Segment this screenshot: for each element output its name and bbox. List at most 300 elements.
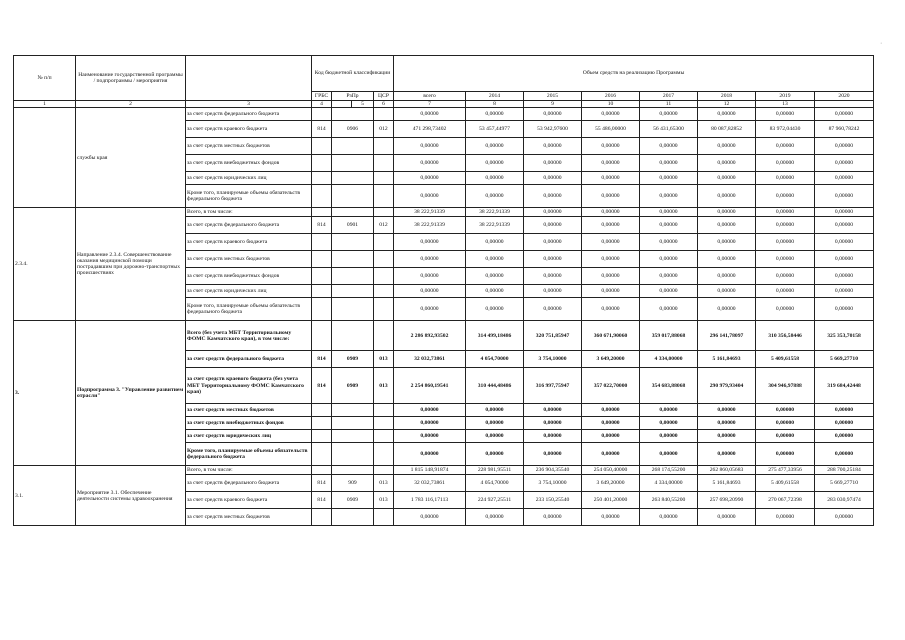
row-year-value: 0,00000 <box>698 108 756 121</box>
row-grbs <box>312 285 332 298</box>
row-year-value: 0,00000 <box>524 208 582 217</box>
row-source: за счет средств краевого бюджета (без учета МБТ Территориальному ФОМС Камчатского края) <box>186 368 312 404</box>
row-year-value: 0,00000 <box>524 172 582 185</box>
row-source: за счет средств местных бюджетов <box>186 404 312 417</box>
row-year-value: 0,00000 <box>582 217 640 234</box>
row-year-value: 0,00000 <box>640 298 698 321</box>
row-year-value: 80 087,82852 <box>698 121 756 138</box>
row-rzpr <box>332 430 374 443</box>
row-grbs: 814 <box>312 217 332 234</box>
row-grbs <box>312 321 332 351</box>
row-year-value: 0,00000 <box>815 430 874 443</box>
row-year-value: 0,00000 <box>466 430 524 443</box>
table-body <box>14 108 874 526</box>
row-total: 0,00000 <box>394 404 466 417</box>
row-year-value: 5 669,27710 <box>815 351 874 368</box>
row-year-value: 4 054,70000 <box>466 351 524 368</box>
row-csr <box>374 208 394 217</box>
row-year-value: 283 030,97474 <box>815 492 874 509</box>
table-row <box>14 208 874 217</box>
row-csr <box>374 417 394 430</box>
row-grbs <box>312 298 332 321</box>
row-grbs <box>312 404 332 417</box>
row-csr <box>374 430 394 443</box>
header-year-2015: 2015 <box>524 92 582 101</box>
row-year-value: 0,00000 <box>698 172 756 185</box>
row-year-value: 0,00000 <box>698 298 756 321</box>
row-year-value: 270 067,72398 <box>756 492 815 509</box>
row-year-value: 0,00000 <box>582 443 640 466</box>
row-grbs <box>312 208 332 217</box>
row-year-value: 0,00000 <box>524 298 582 321</box>
row-rzpr: 0901 <box>332 217 374 234</box>
row-year-value: 0,00000 <box>756 108 815 121</box>
row-source: за счет средств федерального бюджета <box>186 108 312 121</box>
row-year-value: 0,00000 <box>815 217 874 234</box>
row-year-value: 304 946,97888 <box>756 368 815 404</box>
row-source: Кроме того, планируемые объемы обязательств федерального бюджета <box>186 443 312 466</box>
colnum-1: 1 <box>14 101 76 108</box>
colnum-7: 7 <box>394 101 466 108</box>
row-year-value: 38 222,91339 <box>466 208 524 217</box>
row-year-value: 5 409,61558 <box>756 351 815 368</box>
row-year-value: 0,00000 <box>756 417 815 430</box>
header-year-2016: 2016 <box>582 92 640 101</box>
header-blank <box>186 56 312 101</box>
table-row <box>14 466 874 475</box>
colnum-4: 4 <box>312 101 332 108</box>
header-row-main <box>14 56 874 92</box>
row-year-value: 0,00000 <box>582 138 640 155</box>
row-rzpr <box>332 208 374 217</box>
header-csr: ЦСР <box>374 92 394 101</box>
row-year-value: 310 444,48486 <box>466 368 524 404</box>
row-year-value: 236 904,35540 <box>524 466 582 475</box>
row-year-value: 316 997,75947 <box>524 368 582 404</box>
row-year-value: 0,00000 <box>582 430 640 443</box>
header-name: Наименование государственной программы / подпрограммы / мероприятия <box>76 56 186 101</box>
row-year-value: 0,00000 <box>582 172 640 185</box>
row-year-value: 0,00000 <box>698 208 756 217</box>
row-csr: 013 <box>374 475 394 492</box>
row-rzpr: 0909 <box>332 492 374 509</box>
row-year-value: 0,00000 <box>756 509 815 526</box>
row-year-value: 0,00000 <box>815 417 874 430</box>
row-year-value: 0,00000 <box>524 155 582 172</box>
row-rzpr <box>332 417 374 430</box>
row-rzpr <box>332 138 374 155</box>
row-grbs <box>312 417 332 430</box>
row-year-value: 5 161,84693 <box>698 351 756 368</box>
row-source: за счет средств юридических лиц <box>186 430 312 443</box>
header-grbs: ГРБС <box>312 92 332 101</box>
row-name: Подпрограмма 3. "Управление развитием отрасли" <box>76 321 186 466</box>
row-source: за счет средств краевого бюджета <box>186 234 312 251</box>
row-year-value: 0,00000 <box>466 138 524 155</box>
colnum-3: 3 <box>186 101 312 108</box>
row-year-value: 0,00000 <box>698 217 756 234</box>
row-total: 32 032,73861 <box>394 351 466 368</box>
row-csr: 012 <box>374 217 394 234</box>
row-total: 1 815 148,91874 <box>394 466 466 475</box>
row-year-value: 359 017,88068 <box>640 321 698 351</box>
row-csr <box>374 185 394 208</box>
row-year-value: 0,00000 <box>466 417 524 430</box>
row-total: 0,00000 <box>394 251 466 268</box>
row-year-value: 0,00000 <box>466 268 524 285</box>
row-year-value: 0,00000 <box>524 108 582 121</box>
row-total: 38 222,91339 <box>394 217 466 234</box>
row-year-value: 0,00000 <box>756 251 815 268</box>
row-year-value: 357 022,70000 <box>582 368 640 404</box>
row-year-value: 354 683,88068 <box>640 368 698 404</box>
row-year-value: 296 141,78097 <box>698 321 756 351</box>
row-total: 0,00000 <box>394 268 466 285</box>
row-rzpr <box>332 321 374 351</box>
row-source: за счет средств юридических лиц <box>186 172 312 185</box>
row-grbs <box>312 138 332 155</box>
row-rzpr <box>332 285 374 298</box>
colnum-13: 13 <box>756 101 815 108</box>
row-year-value: 0,00000 <box>582 417 640 430</box>
row-total: 0,00000 <box>394 155 466 172</box>
row-year-value: 56 431,65300 <box>640 121 698 138</box>
row-number <box>14 108 76 208</box>
row-year-value: 3 649,20000 <box>582 475 640 492</box>
row-year-value: 0,00000 <box>466 443 524 466</box>
row-year-value: 0,00000 <box>582 155 640 172</box>
row-grbs: 814 <box>312 121 332 138</box>
row-year-value: 0,00000 <box>815 138 874 155</box>
row-name: службы края <box>76 108 186 208</box>
row-year-value: 0,00000 <box>524 404 582 417</box>
header-rzpr: РзПр <box>332 92 374 101</box>
row-rzpr <box>332 251 374 268</box>
row-csr <box>374 172 394 185</box>
row-year-value: 5 161,84693 <box>698 475 756 492</box>
row-source: за счет средств юридических лиц <box>186 285 312 298</box>
row-year-value: 0,00000 <box>640 234 698 251</box>
row-year-value: 0,00000 <box>698 251 756 268</box>
row-year-value: 310 356,58446 <box>756 321 815 351</box>
row-rzpr <box>332 268 374 285</box>
row-grbs: 814 <box>312 368 332 404</box>
row-year-value: 0,00000 <box>524 268 582 285</box>
row-year-value: 314 499,18486 <box>466 321 524 351</box>
row-year-value: 268 174,55200 <box>640 466 698 475</box>
row-source: за счет средств федерального бюджета <box>186 475 312 492</box>
row-year-value: 0,00000 <box>640 430 698 443</box>
header-year-2018: 2018 <box>698 92 756 101</box>
colnum-6: 6 <box>374 101 394 108</box>
row-rzpr: 0906 <box>332 121 374 138</box>
row-year-value: 262 860,05683 <box>698 466 756 475</box>
row-year-value: 55 486,00000 <box>582 121 640 138</box>
row-year-value: 360 671,90060 <box>582 321 640 351</box>
row-year-value: 83 972,04430 <box>756 121 815 138</box>
row-total: 32 032,73861 <box>394 475 466 492</box>
row-year-value: 0,00000 <box>466 298 524 321</box>
row-year-value: 0,00000 <box>582 251 640 268</box>
colnum-8: 8 <box>466 101 524 108</box>
row-year-value: 0,00000 <box>640 138 698 155</box>
row-rzpr <box>332 185 374 208</box>
row-year-value: 0,00000 <box>466 108 524 121</box>
row-rzpr <box>332 155 374 172</box>
row-total: 1 783 116,17113 <box>394 492 466 509</box>
row-year-value: 0,00000 <box>524 430 582 443</box>
row-year-value: 5 409,61558 <box>756 475 815 492</box>
row-year-value: 87 960,78242 <box>815 121 874 138</box>
row-year-value: 3 649,20000 <box>582 351 640 368</box>
row-source: за счет средств местных бюджетов <box>186 138 312 155</box>
row-year-value: 325 353,70158 <box>815 321 874 351</box>
row-total: 0,00000 <box>394 298 466 321</box>
row-year-value: 0,00000 <box>756 430 815 443</box>
row-source: за счет средств краевого бюджета <box>186 121 312 138</box>
row-year-value: 0,00000 <box>815 509 874 526</box>
row-grbs <box>312 251 332 268</box>
row-year-value: 38 222,91339 <box>466 217 524 234</box>
row-source: за счет средств внебюджетных фондов <box>186 268 312 285</box>
table-row <box>14 321 874 351</box>
row-csr: 013 <box>374 351 394 368</box>
row-total: 2 286 892,93502 <box>394 321 466 351</box>
row-grbs <box>312 172 332 185</box>
row-name: Мероприятие 3.1. Обеспечение деятельности системы здравоохранения <box>76 466 186 526</box>
row-grbs <box>312 108 332 121</box>
row-year-value: 0,00000 <box>524 138 582 155</box>
row-rzpr <box>332 466 374 475</box>
header-year-2017: 2017 <box>640 92 698 101</box>
row-year-value: 0,00000 <box>524 251 582 268</box>
row-grbs <box>312 185 332 208</box>
row-year-value: 0,00000 <box>524 234 582 251</box>
row-year-value: 0,00000 <box>524 417 582 430</box>
row-year-value: 0,00000 <box>756 298 815 321</box>
row-year-value: 224 927,25511 <box>466 492 524 509</box>
row-year-value: 0,00000 <box>698 404 756 417</box>
row-csr <box>374 404 394 417</box>
row-year-value: 0,00000 <box>815 298 874 321</box>
row-csr <box>374 285 394 298</box>
row-source: за счет средств местных бюджетов <box>186 251 312 268</box>
row-grbs <box>312 509 332 526</box>
row-year-value: 0,00000 <box>698 430 756 443</box>
row-csr <box>374 298 394 321</box>
row-csr <box>374 234 394 251</box>
row-year-value: 0,00000 <box>582 268 640 285</box>
row-csr <box>374 466 394 475</box>
row-source: за счет средств федерального бюджета <box>186 217 312 234</box>
row-year-value: 0,00000 <box>524 217 582 234</box>
row-year-value: 0,00000 <box>640 208 698 217</box>
row-year-value: 0,00000 <box>815 172 874 185</box>
row-year-value: 0,00000 <box>466 172 524 185</box>
row-grbs <box>312 443 332 466</box>
row-grbs <box>312 430 332 443</box>
row-year-value: 0,00000 <box>640 217 698 234</box>
row-year-value: 0,00000 <box>756 268 815 285</box>
row-total: 0,00000 <box>394 430 466 443</box>
row-csr <box>374 138 394 155</box>
row-year-value: 0,00000 <box>698 138 756 155</box>
row-number: 3.1. <box>14 466 76 526</box>
row-rzpr <box>332 404 374 417</box>
row-year-value: 3 754,10000 <box>524 475 582 492</box>
row-total: 0,00000 <box>394 509 466 526</box>
row-year-value: 0,00000 <box>582 208 640 217</box>
row-year-value: 0,00000 <box>698 268 756 285</box>
row-year-value: 0,00000 <box>698 509 756 526</box>
row-total: 0,00000 <box>394 138 466 155</box>
row-grbs: 814 <box>312 351 332 368</box>
row-year-value: 0,00000 <box>524 285 582 298</box>
row-year-value: 228 981,95511 <box>466 466 524 475</box>
row-year-value: 0,00000 <box>698 285 756 298</box>
row-rzpr <box>332 298 374 321</box>
row-year-value: 257 698,20990 <box>698 492 756 509</box>
row-year-value: 263 840,55200 <box>640 492 698 509</box>
colnum-blank <box>332 101 352 108</box>
row-year-value: 0,00000 <box>815 251 874 268</box>
row-year-value: 4 054,70000 <box>466 475 524 492</box>
row-rzpr <box>332 509 374 526</box>
row-csr <box>374 509 394 526</box>
row-csr <box>374 251 394 268</box>
row-grbs: 814 <box>312 475 332 492</box>
header-year-2014: 2014 <box>466 92 524 101</box>
row-year-value: 0,00000 <box>640 185 698 208</box>
row-year-value: 0,00000 <box>640 285 698 298</box>
row-year-value: 0,00000 <box>756 285 815 298</box>
row-year-value: 0,00000 <box>640 155 698 172</box>
row-rzpr <box>332 172 374 185</box>
row-year-value: 0,00000 <box>756 208 815 217</box>
row-year-value: 0,00000 <box>756 172 815 185</box>
row-year-value: 0,00000 <box>756 155 815 172</box>
row-year-value: 3 754,10000 <box>524 351 582 368</box>
row-year-value: 0,00000 <box>756 404 815 417</box>
table-row <box>14 108 874 121</box>
row-rzpr <box>332 443 374 466</box>
scan-mark: · <box>880 40 883 47</box>
header-row-numbers <box>14 101 874 108</box>
row-year-value: 0,00000 <box>698 155 756 172</box>
row-source: за счет средств местных бюджетов <box>186 509 312 526</box>
row-rzpr: 0909 <box>332 368 374 404</box>
row-total: 471 298,73402 <box>394 121 466 138</box>
row-csr <box>374 155 394 172</box>
colnum-9: 9 <box>524 101 582 108</box>
row-year-value: 250 401,20000 <box>582 492 640 509</box>
row-year-value: 0,00000 <box>756 217 815 234</box>
row-year-value: 0,00000 <box>582 509 640 526</box>
row-year-value: 0,00000 <box>466 251 524 268</box>
colnum-10: 10 <box>582 101 640 108</box>
row-year-value: 288 700,25184 <box>815 466 874 475</box>
row-total: 0,00000 <box>394 285 466 298</box>
row-total: 0,00000 <box>394 234 466 251</box>
row-year-value: 0,00000 <box>640 404 698 417</box>
row-year-value: 0,00000 <box>640 417 698 430</box>
row-source: Кроме того, планируемые объемы обязательств федерального бюджета <box>186 185 312 208</box>
row-year-value: 53 942,97600 <box>524 121 582 138</box>
row-year-value: 4 334,00000 <box>640 351 698 368</box>
row-source: за счет средств внебюджетных фондов <box>186 417 312 430</box>
row-year-value: 0,00000 <box>582 285 640 298</box>
row-year-value: 0,00000 <box>698 185 756 208</box>
row-source: Всего, в том числе: <box>186 208 312 217</box>
colnum-2: 2 <box>76 101 186 108</box>
row-number: 2.3.4. <box>14 208 76 321</box>
row-grbs <box>312 268 332 285</box>
row-year-value: 0,00000 <box>524 443 582 466</box>
row-csr: 012 <box>374 121 394 138</box>
row-year-value: 4 334,00000 <box>640 475 698 492</box>
row-grbs <box>312 466 332 475</box>
row-source: Всего, в том числе: <box>186 466 312 475</box>
row-year-value: 0,00000 <box>640 172 698 185</box>
row-year-value: 0,00000 <box>466 234 524 251</box>
row-year-value: 0,00000 <box>640 509 698 526</box>
row-total: 0,00000 <box>394 443 466 466</box>
row-year-value: 0,00000 <box>640 108 698 121</box>
row-source: Кроме того, планируемые объемы обязательств федерального бюджета <box>186 298 312 321</box>
row-grbs: 814 <box>312 492 332 509</box>
budget-table <box>13 55 874 526</box>
row-total: 0,00000 <box>394 172 466 185</box>
row-source: Всего (без учета МБТ Территориальному ФОМС Камчатского края), в том числе: <box>186 321 312 351</box>
row-year-value: 0,00000 <box>582 404 640 417</box>
row-source: за счет средств краевого бюджета <box>186 492 312 509</box>
row-csr: 013 <box>374 492 394 509</box>
row-year-value: 0,00000 <box>582 108 640 121</box>
row-year-value: 0,00000 <box>466 285 524 298</box>
header-volume: Объем средств на реализацию Программы <box>394 56 874 92</box>
header-num: № п/п <box>14 56 76 101</box>
colnum-5: 5 <box>352 101 374 108</box>
row-year-value: 53 457,44977 <box>466 121 524 138</box>
header-year-2019: 2019 <box>756 92 815 101</box>
row-year-value: 254 050,40000 <box>582 466 640 475</box>
row-total: 0,00000 <box>394 185 466 208</box>
header-total: всего <box>394 92 466 101</box>
row-rzpr: 0909 <box>332 351 374 368</box>
row-csr <box>374 268 394 285</box>
row-year-value: 0,00000 <box>466 185 524 208</box>
row-csr <box>374 443 394 466</box>
row-rzpr <box>332 108 374 121</box>
row-year-value: 0,00000 <box>524 185 582 208</box>
colnum-11: 11 <box>640 101 698 108</box>
row-year-value: 0,00000 <box>815 285 874 298</box>
row-year-value: 0,00000 <box>582 185 640 208</box>
row-year-value: 0,00000 <box>756 443 815 466</box>
row-year-value: 5 669,27710 <box>815 475 874 492</box>
row-year-value: 0,00000 <box>466 509 524 526</box>
row-total: 38 222,91339 <box>394 208 466 217</box>
header-year-2020: 2020 <box>815 92 874 101</box>
row-rzpr: 909 <box>332 475 374 492</box>
row-year-value: 0,00000 <box>815 208 874 217</box>
row-year-value: 0,00000 <box>815 443 874 466</box>
row-total: 0,00000 <box>394 108 466 121</box>
row-csr <box>374 321 394 351</box>
row-source: за счет средств федерального бюджета <box>186 351 312 368</box>
row-year-value: 0,00000 <box>640 268 698 285</box>
row-rzpr <box>332 234 374 251</box>
